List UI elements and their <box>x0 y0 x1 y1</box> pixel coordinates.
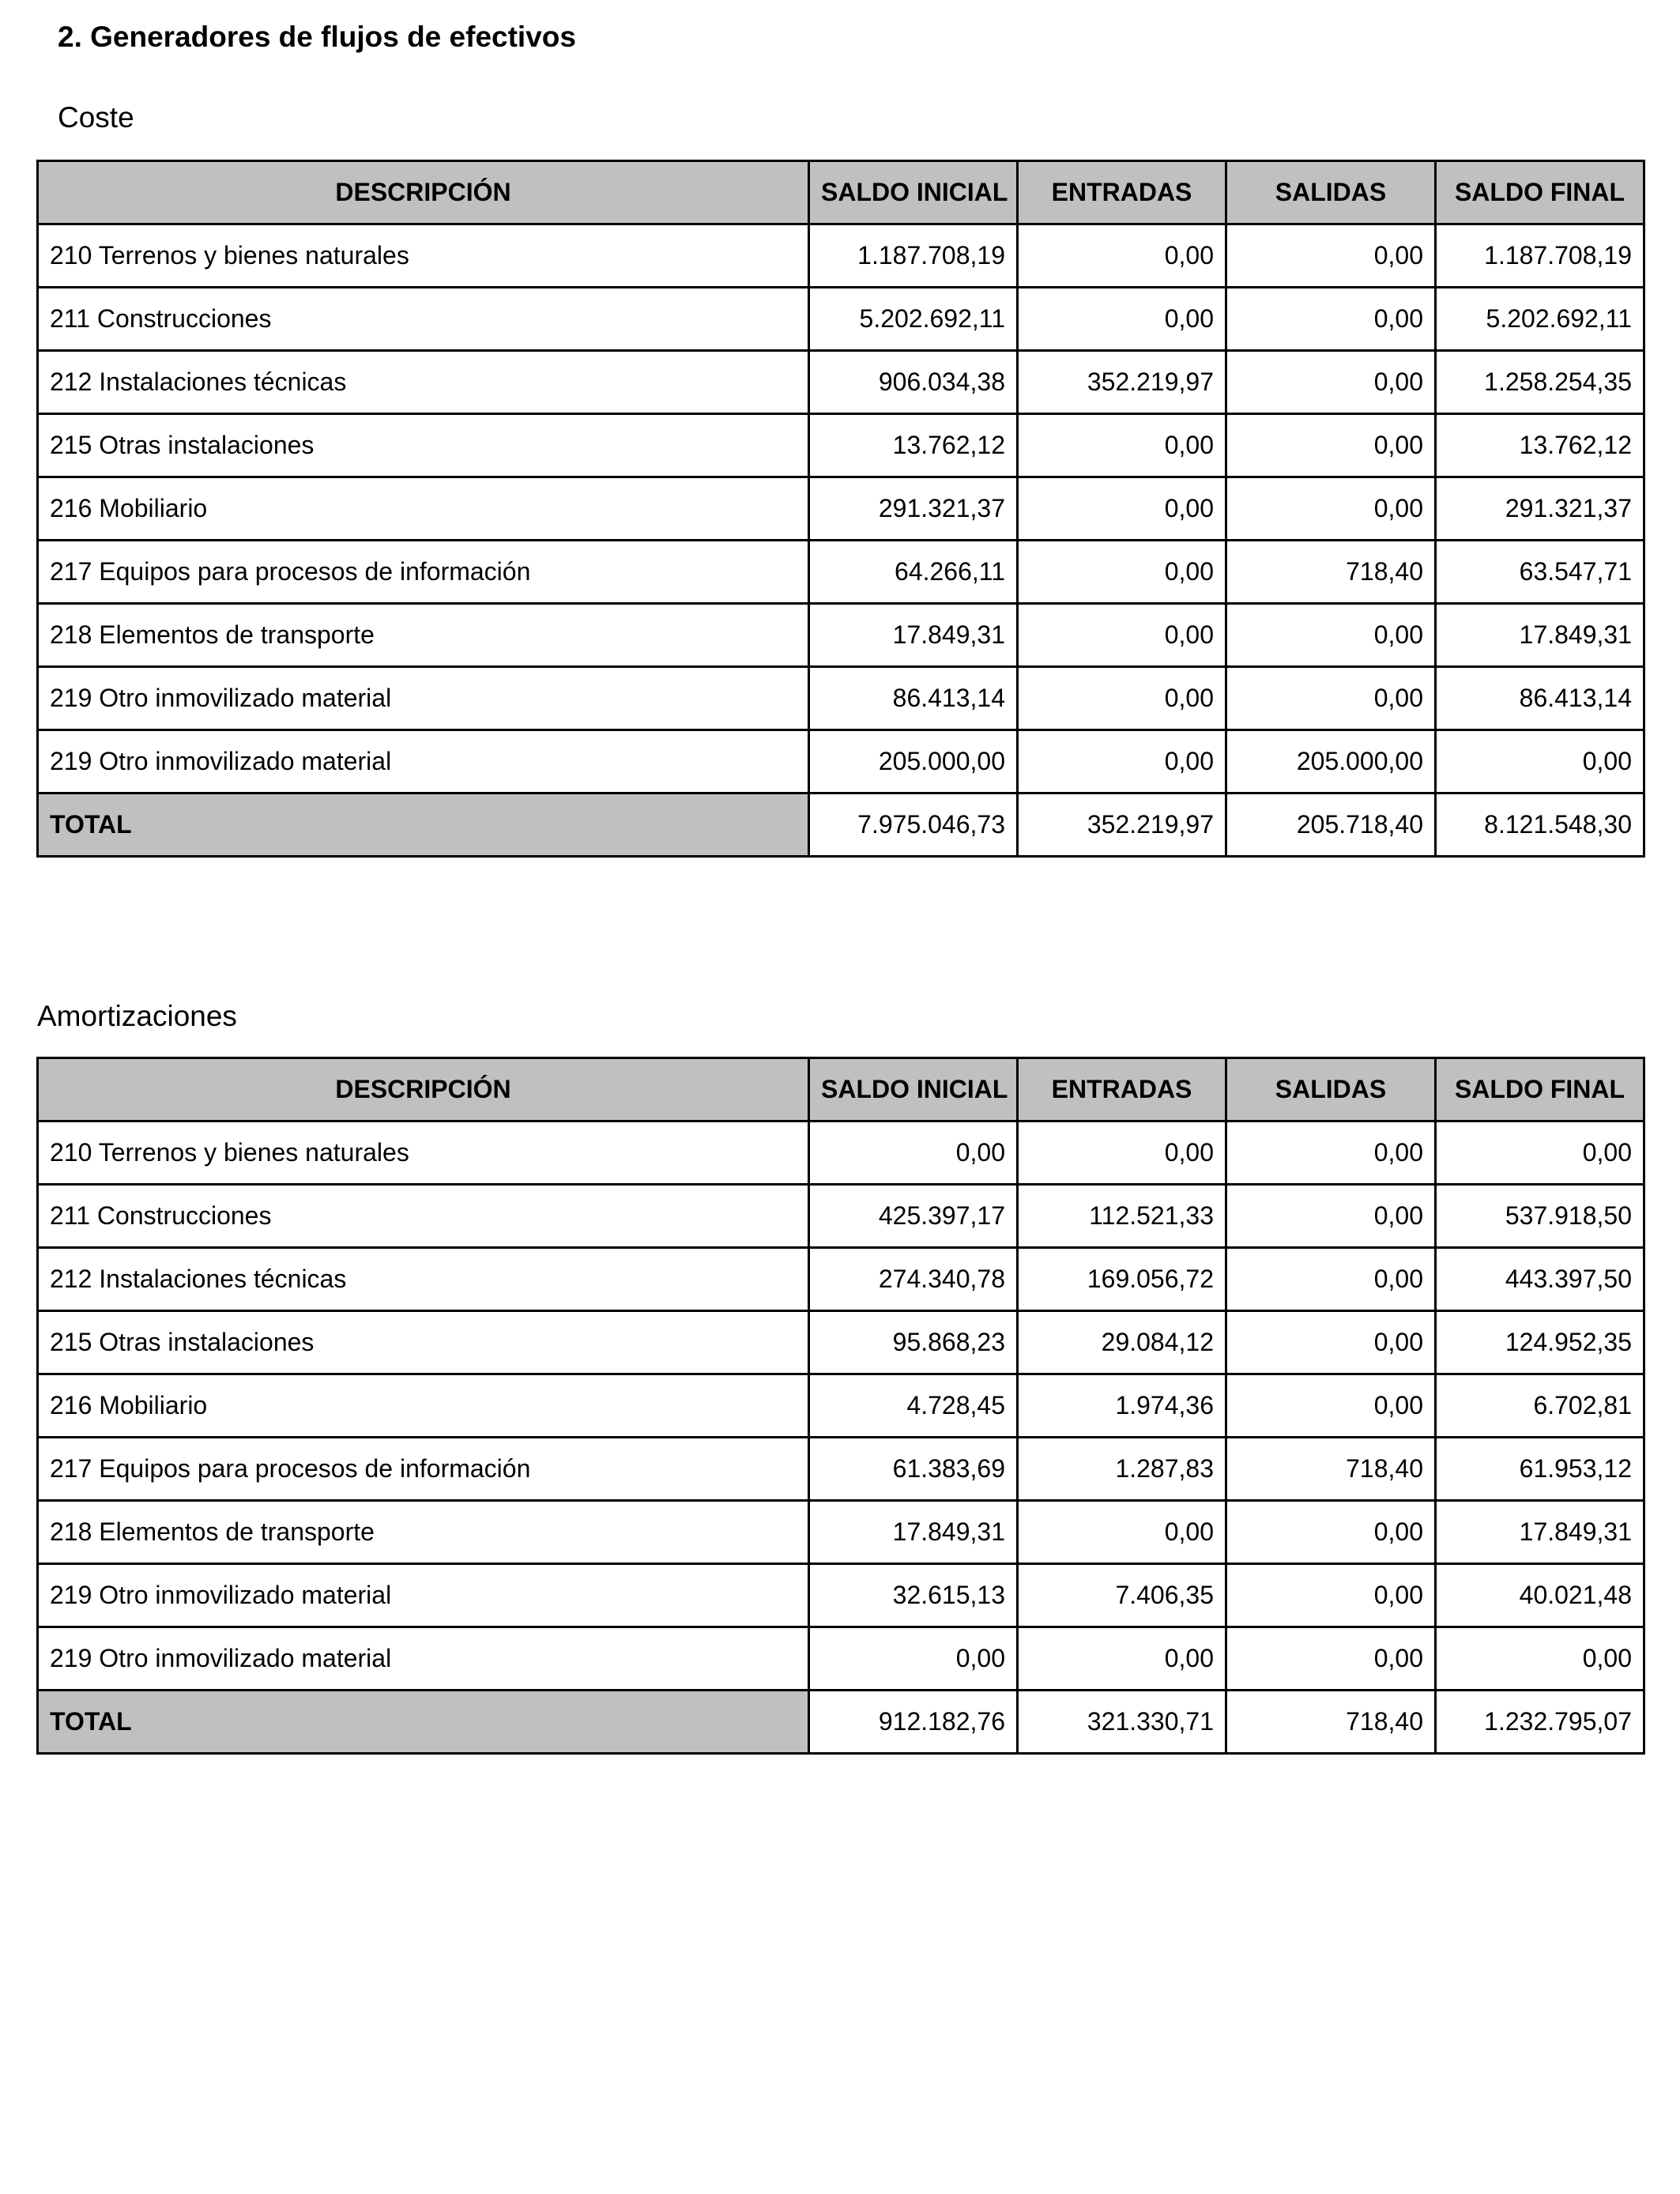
cell-saldo-inicial: 1.187.708,19 <box>809 224 1018 288</box>
cell-descripcion: 216 Mobiliario <box>38 477 809 541</box>
column-header-salidas: SALIDAS <box>1226 1058 1436 1122</box>
table-row <box>38 1374 1644 1438</box>
table-row <box>38 541 1644 604</box>
cell-entradas: 1.974,36 <box>1018 1374 1226 1438</box>
cell-saldo-final: 0,00 <box>1436 1627 1644 1691</box>
cell-salidas: 0,00 <box>1226 224 1436 288</box>
cell-saldo-final: 17.849,31 <box>1436 604 1644 667</box>
cell-descripcion: 212 Instalaciones técnicas <box>38 1248 809 1311</box>
cell-saldo-inicial: 0,00 <box>809 1627 1018 1691</box>
cell-saldo-inicial: 7.975.046,73 <box>809 794 1018 857</box>
cell-salidas: 0,00 <box>1226 477 1436 541</box>
cell-saldo-final: 13.762,12 <box>1436 414 1644 477</box>
cell-saldo-final: 537.918,50 <box>1436 1185 1644 1248</box>
cell-descripcion: 215 Otras instalaciones <box>38 1311 809 1374</box>
cell-salidas: 0,00 <box>1226 288 1436 351</box>
cell-entradas: 0,00 <box>1018 224 1226 288</box>
coste-table-body <box>38 224 1644 857</box>
cell-salidas: 0,00 <box>1226 1627 1436 1691</box>
table-row <box>38 477 1644 541</box>
cell-salidas: 0,00 <box>1226 604 1436 667</box>
cell-saldo-inicial: 906.034,38 <box>809 351 1018 414</box>
cell-saldo-inicial: 13.762,12 <box>809 414 1018 477</box>
cell-descripcion: TOTAL <box>38 794 809 857</box>
column-header-descripcion: DESCRIPCIÓN <box>38 1058 809 1122</box>
cell-salidas: 0,00 <box>1226 667 1436 730</box>
table-row <box>38 414 1644 477</box>
cell-salidas: 0,00 <box>1226 1311 1436 1374</box>
cell-saldo-inicial: 17.849,31 <box>809 604 1018 667</box>
coste-table <box>36 160 1645 858</box>
cell-saldo-inicial: 205.000,00 <box>809 730 1018 794</box>
cell-entradas: 0,00 <box>1018 477 1226 541</box>
cell-entradas: 7.406,35 <box>1018 1564 1226 1627</box>
cell-descripcion: 210 Terrenos y bienes naturales <box>38 224 809 288</box>
cell-salidas: 0,00 <box>1226 351 1436 414</box>
cell-saldo-inicial: 4.728,45 <box>809 1374 1018 1438</box>
cell-saldo-final: 291.321,37 <box>1436 477 1644 541</box>
cell-salidas: 718,40 <box>1226 541 1436 604</box>
amortizaciones-table-body <box>38 1122 1644 1754</box>
cell-salidas: 718,40 <box>1226 1438 1436 1501</box>
cell-saldo-final: 1.258.254,35 <box>1436 351 1644 414</box>
cell-salidas: 0,00 <box>1226 1185 1436 1248</box>
column-header-saldo-final: SALDO FINAL <box>1436 1058 1644 1122</box>
table-row <box>38 1122 1644 1185</box>
cell-saldo-inicial: 61.383,69 <box>809 1438 1018 1501</box>
cell-salidas: 718,40 <box>1226 1691 1436 1754</box>
column-header-salidas: SALIDAS <box>1226 161 1436 224</box>
cell-saldo-final: 40.021,48 <box>1436 1564 1644 1627</box>
cell-saldo-final: 6.702,81 <box>1436 1374 1644 1438</box>
cell-entradas: 0,00 <box>1018 730 1226 794</box>
table-row <box>38 1311 1644 1374</box>
table-row <box>38 224 1644 288</box>
table-row <box>38 351 1644 414</box>
cell-salidas: 0,00 <box>1226 1564 1436 1627</box>
cell-salidas: 0,00 <box>1226 1122 1436 1185</box>
table-header-row <box>38 1058 1644 1122</box>
table-row <box>38 288 1644 351</box>
table-row <box>38 1438 1644 1501</box>
table-row <box>38 604 1644 667</box>
cell-descripcion: 215 Otras instalaciones <box>38 414 809 477</box>
cell-descripcion: 211 Construcciones <box>38 288 809 351</box>
table-row <box>38 1627 1644 1691</box>
cell-entradas: 0,00 <box>1018 1627 1226 1691</box>
column-header-saldo-inicial: SALDO INICIAL <box>809 1058 1018 1122</box>
cell-descripcion: 217 Equipos para procesos de información <box>38 1438 809 1501</box>
table-row <box>38 1501 1644 1564</box>
cell-saldo-inicial: 5.202.692,11 <box>809 288 1018 351</box>
column-header-entradas: ENTRADAS <box>1018 1058 1226 1122</box>
cell-descripcion: 210 Terrenos y bienes naturales <box>38 1122 809 1185</box>
table-row <box>38 667 1644 730</box>
cell-entradas: 0,00 <box>1018 288 1226 351</box>
cell-entradas: 321.330,71 <box>1018 1691 1226 1754</box>
cell-saldo-final: 124.952,35 <box>1436 1311 1644 1374</box>
cell-descripcion: 219 Otro inmovilizado material <box>38 667 809 730</box>
table-row <box>38 1564 1644 1627</box>
table-row <box>38 1185 1644 1248</box>
cell-entradas: 29.084,12 <box>1018 1311 1226 1374</box>
cell-entradas: 0,00 <box>1018 1122 1226 1185</box>
cell-saldo-final: 86.413,14 <box>1436 667 1644 730</box>
cell-salidas: 0,00 <box>1226 1374 1436 1438</box>
cell-saldo-inicial: 17.849,31 <box>809 1501 1018 1564</box>
cell-saldo-final: 61.953,12 <box>1436 1438 1644 1501</box>
column-header-saldo-final: SALDO FINAL <box>1436 161 1644 224</box>
cell-entradas: 0,00 <box>1018 667 1226 730</box>
cell-saldo-inicial: 912.182,76 <box>809 1691 1018 1754</box>
cell-saldo-inicial: 0,00 <box>809 1122 1018 1185</box>
column-header-descripcion: DESCRIPCIÓN <box>38 161 809 224</box>
cell-descripcion: 218 Elementos de transporte <box>38 1501 809 1564</box>
cell-entradas: 0,00 <box>1018 604 1226 667</box>
cell-salidas: 205.000,00 <box>1226 730 1436 794</box>
cell-saldo-final: 1.187.708,19 <box>1436 224 1644 288</box>
cell-salidas: 0,00 <box>1226 1248 1436 1311</box>
cell-saldo-final: 8.121.548,30 <box>1436 794 1644 857</box>
cell-descripcion: 217 Equipos para procesos de información <box>38 541 809 604</box>
amortizaciones-table <box>36 1057 1645 1755</box>
cell-entradas: 112.521,33 <box>1018 1185 1226 1248</box>
page-title: 2. Generadores de flujos de efectivos <box>58 21 576 53</box>
column-header-entradas: ENTRADAS <box>1018 161 1226 224</box>
cell-saldo-final: 5.202.692,11 <box>1436 288 1644 351</box>
cell-entradas: 1.287,83 <box>1018 1438 1226 1501</box>
cell-saldo-final: 0,00 <box>1436 730 1644 794</box>
cell-saldo-inicial: 274.340,78 <box>809 1248 1018 1311</box>
cell-descripcion: 211 Construcciones <box>38 1185 809 1248</box>
cell-descripcion: 219 Otro inmovilizado material <box>38 1564 809 1627</box>
table-row <box>38 1248 1644 1311</box>
cell-descripcion: 219 Otro inmovilizado material <box>38 1627 809 1691</box>
cell-saldo-final: 443.397,50 <box>1436 1248 1644 1311</box>
cell-salidas: 0,00 <box>1226 1501 1436 1564</box>
table-row <box>38 730 1644 794</box>
cell-saldo-final: 17.849,31 <box>1436 1501 1644 1564</box>
cell-descripcion: 219 Otro inmovilizado material <box>38 730 809 794</box>
cell-saldo-final: 0,00 <box>1436 1122 1644 1185</box>
table-header-row <box>38 161 1644 224</box>
cell-salidas: 205.718,40 <box>1226 794 1436 857</box>
cell-saldo-inicial: 64.266,11 <box>809 541 1018 604</box>
table-total-row <box>38 794 1644 857</box>
cell-saldo-inicial: 291.321,37 <box>809 477 1018 541</box>
cell-entradas: 0,00 <box>1018 541 1226 604</box>
cell-saldo-inicial: 425.397,17 <box>809 1185 1018 1248</box>
cell-descripcion: 212 Instalaciones técnicas <box>38 351 809 414</box>
cell-saldo-final: 1.232.795,07 <box>1436 1691 1644 1754</box>
section-title-coste: Coste <box>58 101 134 134</box>
table-total-row <box>38 1691 1644 1754</box>
cell-saldo-inicial: 95.868,23 <box>809 1311 1018 1374</box>
cell-entradas: 352.219,97 <box>1018 794 1226 857</box>
cell-entradas: 0,00 <box>1018 1501 1226 1564</box>
cell-entradas: 169.056,72 <box>1018 1248 1226 1311</box>
cell-saldo-inicial: 86.413,14 <box>809 667 1018 730</box>
cell-descripcion: 218 Elementos de transporte <box>38 604 809 667</box>
cell-entradas: 0,00 <box>1018 414 1226 477</box>
cell-salidas: 0,00 <box>1226 414 1436 477</box>
cell-saldo-final: 63.547,71 <box>1436 541 1644 604</box>
column-header-saldo-inicial: SALDO INICIAL <box>809 161 1018 224</box>
cell-entradas: 352.219,97 <box>1018 351 1226 414</box>
cell-descripcion: TOTAL <box>38 1691 809 1754</box>
cell-saldo-inicial: 32.615,13 <box>809 1564 1018 1627</box>
section-title-amortizaciones: Amortizaciones <box>37 1000 237 1032</box>
cell-descripcion: 216 Mobiliario <box>38 1374 809 1438</box>
